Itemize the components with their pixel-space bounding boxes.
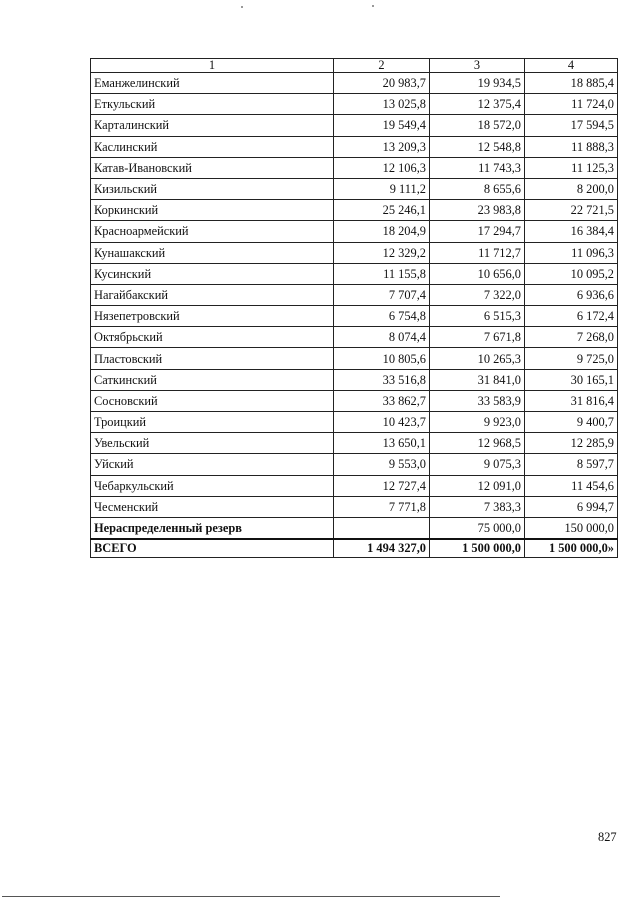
table-row xyxy=(91,136,618,157)
table-row xyxy=(91,242,618,263)
value-cell: 9 075,3 xyxy=(430,454,525,475)
district-name-cell: Нагайбакский xyxy=(91,284,334,305)
district-name-cell: Пластовский xyxy=(91,348,334,369)
district-name-cell: Карталинский xyxy=(91,115,334,136)
value-cell: 9 553,0 xyxy=(334,454,430,475)
table-row xyxy=(91,475,618,496)
value-cell: 23 983,8 xyxy=(430,200,525,221)
reserve-row xyxy=(91,517,618,539)
district-name-cell: Саткинский xyxy=(91,369,334,390)
value-cell: 6 936,6 xyxy=(525,284,618,305)
district-name-cell: Увельский xyxy=(91,433,334,454)
value-cell: 10 423,7 xyxy=(334,412,430,433)
value-cell: 19 934,5 xyxy=(430,73,525,94)
value-cell: 1 500 000,0» xyxy=(525,539,618,558)
value-cell: 11 888,3 xyxy=(525,136,618,157)
column-header: 4 xyxy=(525,59,618,73)
district-name-cell: Троицкий xyxy=(91,412,334,433)
value-cell: 33 583,9 xyxy=(430,390,525,411)
district-name-cell: Октябрьский xyxy=(91,327,334,348)
value-cell: 8 655,6 xyxy=(430,178,525,199)
table-row xyxy=(91,454,618,475)
page-number: 827 xyxy=(598,830,617,844)
value-cell: 18 204,9 xyxy=(334,221,430,242)
value-cell: 11 155,8 xyxy=(334,263,430,284)
value-cell: 7 707,4 xyxy=(334,284,430,305)
bottom-rule xyxy=(2,896,500,897)
district-name-cell: Кунашакский xyxy=(91,242,334,263)
table-header-row xyxy=(91,59,618,73)
value-cell: 11 724,0 xyxy=(525,94,618,115)
value-cell: 33 862,7 xyxy=(334,390,430,411)
district-name-cell: ВСЕГО xyxy=(91,539,334,558)
value-cell: 20 983,7 xyxy=(334,73,430,94)
value-cell: 18 572,0 xyxy=(430,115,525,136)
district-name-cell: Нязепетровский xyxy=(91,306,334,327)
table-row xyxy=(91,178,618,199)
value-cell xyxy=(334,517,430,539)
value-cell: 12 091,0 xyxy=(430,475,525,496)
table-row xyxy=(91,348,618,369)
district-name-cell: Еманжелинский xyxy=(91,73,334,94)
value-cell: 12 375,4 xyxy=(430,94,525,115)
table-row xyxy=(91,73,618,94)
value-cell: 12 106,3 xyxy=(334,157,430,178)
value-cell: 6 754,8 xyxy=(334,306,430,327)
district-name-cell: Еткульский xyxy=(91,94,334,115)
column-header: 2 xyxy=(334,59,430,73)
value-cell: 7 771,8 xyxy=(334,496,430,517)
value-cell: 18 885,4 xyxy=(525,73,618,94)
table-body xyxy=(91,73,618,558)
column-header: 3 xyxy=(430,59,525,73)
district-name-cell: Кусинский xyxy=(91,263,334,284)
value-cell: 12 548,8 xyxy=(430,136,525,157)
district-name-cell: Уйский xyxy=(91,454,334,475)
column-header: 1 xyxy=(91,59,334,73)
value-cell: 11 125,3 xyxy=(525,157,618,178)
district-name-cell: Каслинский xyxy=(91,136,334,157)
value-cell: 8 074,4 xyxy=(334,327,430,348)
district-name-cell: Чесменский xyxy=(91,496,334,517)
value-cell: 7 322,0 xyxy=(430,284,525,305)
table-row xyxy=(91,306,618,327)
value-cell: 75 000,0 xyxy=(430,517,525,539)
district-name-cell: Коркинский xyxy=(91,200,334,221)
table-row xyxy=(91,412,618,433)
value-cell: 11 743,3 xyxy=(430,157,525,178)
value-cell: 7 268,0 xyxy=(525,327,618,348)
district-name-cell: Чебаркульский xyxy=(91,475,334,496)
value-cell: 7 383,3 xyxy=(430,496,525,517)
table-row xyxy=(91,369,618,390)
value-cell: 8 200,0 xyxy=(525,178,618,199)
district-name-cell: Нераспределенный резерв xyxy=(91,517,334,539)
table-row xyxy=(91,157,618,178)
table-row xyxy=(91,496,618,517)
value-cell: 33 516,8 xyxy=(334,369,430,390)
table-row xyxy=(91,221,618,242)
value-cell: 6 515,3 xyxy=(430,306,525,327)
value-cell: 10 095,2 xyxy=(525,263,618,284)
table-row xyxy=(91,263,618,284)
table-row xyxy=(91,390,618,411)
value-cell: 11 096,3 xyxy=(525,242,618,263)
value-cell: 9 923,0 xyxy=(430,412,525,433)
table-row xyxy=(91,200,618,221)
district-name-cell: Кизильский xyxy=(91,178,334,199)
table-row xyxy=(91,327,618,348)
value-cell: 12 285,9 xyxy=(525,433,618,454)
value-cell: 13 209,3 xyxy=(334,136,430,157)
scan-speck xyxy=(372,5,374,7)
total-row xyxy=(91,539,618,558)
value-cell: 12 968,5 xyxy=(430,433,525,454)
district-name-cell: Красноармейский xyxy=(91,221,334,242)
value-cell: 10 805,6 xyxy=(334,348,430,369)
value-cell: 25 246,1 xyxy=(334,200,430,221)
scan-speck xyxy=(241,6,243,8)
district-name-cell: Сосновский xyxy=(91,390,334,411)
value-cell: 17 294,7 xyxy=(430,221,525,242)
value-cell: 9 400,7 xyxy=(525,412,618,433)
value-cell: 12 727,4 xyxy=(334,475,430,496)
value-cell: 16 384,4 xyxy=(525,221,618,242)
value-cell: 10 265,3 xyxy=(430,348,525,369)
value-cell: 7 671,8 xyxy=(430,327,525,348)
value-cell: 9 725,0 xyxy=(525,348,618,369)
value-cell: 11 454,6 xyxy=(525,475,618,496)
value-cell: 22 721,5 xyxy=(525,200,618,221)
value-cell: 1 494 327,0 xyxy=(334,539,430,558)
value-cell: 11 712,7 xyxy=(430,242,525,263)
district-name-cell: Катав-Ивановский xyxy=(91,157,334,178)
table-row xyxy=(91,433,618,454)
value-cell: 31 816,4 xyxy=(525,390,618,411)
budget-table-container xyxy=(90,58,617,558)
value-cell: 31 841,0 xyxy=(430,369,525,390)
table-row xyxy=(91,284,618,305)
value-cell: 17 594,5 xyxy=(525,115,618,136)
value-cell: 13 650,1 xyxy=(334,433,430,454)
table-row xyxy=(91,94,618,115)
value-cell: 13 025,8 xyxy=(334,94,430,115)
value-cell: 10 656,0 xyxy=(430,263,525,284)
value-cell: 6 172,4 xyxy=(525,306,618,327)
value-cell: 6 994,7 xyxy=(525,496,618,517)
value-cell: 1 500 000,0 xyxy=(430,539,525,558)
value-cell: 12 329,2 xyxy=(334,242,430,263)
value-cell: 19 549,4 xyxy=(334,115,430,136)
value-cell: 30 165,1 xyxy=(525,369,618,390)
budget-table xyxy=(90,58,618,558)
value-cell: 150 000,0 xyxy=(525,517,618,539)
table-row xyxy=(91,115,618,136)
value-cell: 9 111,2 xyxy=(334,178,430,199)
value-cell: 8 597,7 xyxy=(525,454,618,475)
